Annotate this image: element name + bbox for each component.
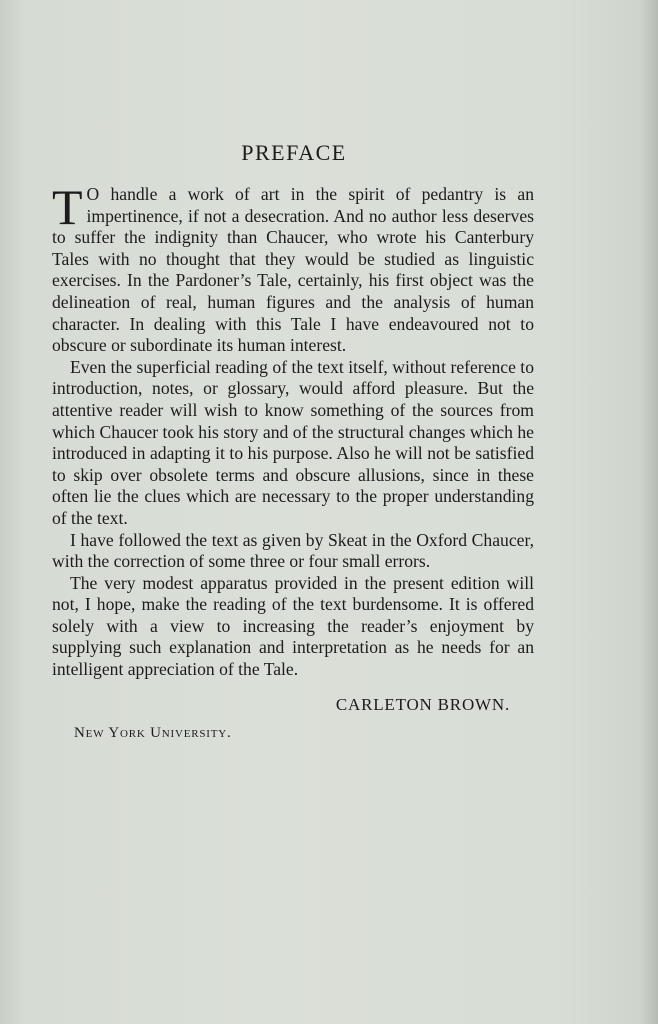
paragraph-2: Even the superficial reading of the text itself, without reference to introduction, notes, or glossary, would afford pleasure. But the attentive reader will wish to know something of the sources from which Chaucer took his story and of the structural changes which he introduced in adapting it to his purpose. Also he will not be satisfied to skip over obsolete terms and obscure allusions, since in these often lie the clues which are necessary to the proper understanding of the text. bbox=[52, 356, 534, 528]
paragraph-1 bbox=[52, 179, 534, 357]
author-affiliation: New York University. bbox=[74, 724, 232, 741]
page-edge-shadow bbox=[640, 0, 658, 1024]
drop-cap: T bbox=[52, 179, 83, 235]
preface-text-block bbox=[52, 140, 534, 742]
paragraph-1-text: O handle a work of art in the spirit of pedantry is an impertinence, if not a desecration. And no author less deserves to suffer the indignity than Chaucer, who wrote his Canterbury Tales with no thought that they would be studied as linguistic exercises. In the Pardoner’s Tale, certainly, his first object was the delineation of real, human figures and the analysis of human character. In dealing with this Tale I have endeavoured not to obscure or subordinate its human interest. bbox=[52, 184, 534, 356]
paragraph-4: The very modest apparatus provided in the present edition will not, I hope, make the reading of the text burdensome. It is offered solely with a view to increasing the reader’s enjoyment by supplying such explanation and interpretation as he needs for an intelligent appreciation of the Tale. bbox=[52, 572, 534, 680]
paragraph-3: I have followed the text as given by Skeat in the Oxford Chaucer, with the correction of some three or four small errors. bbox=[52, 529, 534, 572]
author-signature: CARLETON BROWN. bbox=[335, 694, 510, 714]
page-title: PREFACE bbox=[241, 140, 347, 165]
